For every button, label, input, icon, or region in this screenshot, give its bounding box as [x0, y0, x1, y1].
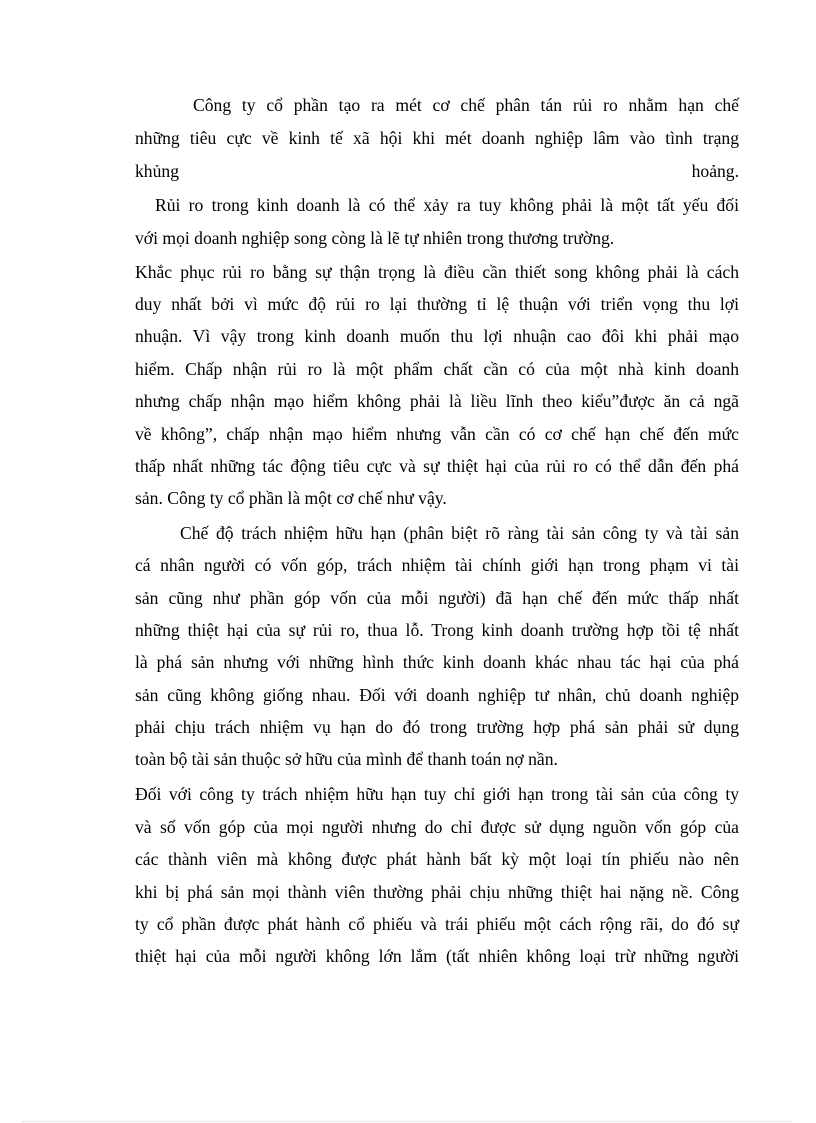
text-line-4: Rủi ro trong kinh doanh là có thể xảy ra tuy không phải là một tất yếu đối — [155, 195, 739, 215]
text-line-18: là phá sản nhưng với những hình thức kinh doanh khác nhau tác hại của phá — [135, 652, 739, 672]
text-line-26: ty cổ phần được phát hành cổ phiếu và trái phiếu một cách rộng rãi, do đó sự — [135, 914, 739, 934]
text-line-8: nhuận. Vì vậy trong kinh doanh muốn thu lợi nhuận cao đôi khi phải mạo — [135, 326, 739, 346]
text-line-15: cá nhân người có vốn góp, trách nhiệm tài chính giới hạn trong phạm vi tài — [135, 555, 739, 575]
text-line-27: thiệt hại của mỗi người không lớn lắm (tất nhiên không loại trừ những người — [135, 946, 739, 966]
text-line-23: và số vốn góp của mọi người nhưng do chỉ được sử dụng nguồn vốn góp của — [135, 817, 739, 837]
text-line-19: sản cũng không giống nhau. Đối với doanh nghiệp tư nhân, chủ doanh nghiệp — [135, 685, 739, 705]
text-line-22: Đối với công ty trách nhiệm hữu hạn tuy chỉ giới hạn trong tài sản của công ty — [135, 784, 739, 804]
text-line-5: với mọi doanh nghiệp song còng là lẽ tự nhiên trong thương trường. — [135, 228, 615, 248]
text-line-17: những thiệt hại của sự rủi ro, thua lỗ. Trong kinh doanh trường hợp tồi tệ nhất — [135, 620, 739, 640]
text-line-6: Khắc phục rủi ro bằng sự thận trọng là điều cần thiết song không phải là cách — [135, 262, 739, 282]
page-bottom-rule — [22, 1121, 794, 1122]
text-line-20: phải chịu trách nhiệm vụ hạn do đó trong trường hợp phá sản phải sử dụng — [135, 717, 739, 737]
text-line-1: Công ty cổ phần tạo ra mét cơ chế phân tán rủi ro nhằm hạn chế — [193, 95, 739, 115]
text-line-12: thấp nhất những tác động tiêu cực và sự thiệt hại của rủi ro có thể dẫn đến phá — [135, 456, 739, 476]
text-line-16: sản cũng như phần góp vốn của mỗi người) đã hạn chế đến mức thấp nhất — [135, 588, 739, 608]
text-line-9: hiểm. Chấp nhận rủi ro là một phẩm chất cần có của một nhà kinh doanh — [135, 359, 739, 379]
text-line-11: về không”, chấp nhận mạo hiểm nhưng vẫn cần có cơ chế hạn chế đến mức — [135, 424, 739, 444]
text-line-13: sản. Công ty cổ phần là một cơ chế như vậy. — [135, 488, 447, 508]
text-line-14: Chế độ trách nhiệm hữu hạn (phân biệt rõ ràng tài sản công ty và tài sản — [180, 523, 739, 543]
text-line-10: nhưng chấp nhận mạo hiểm không phải là liều lĩnh theo kiểu”được ăn cả ngã — [135, 391, 739, 411]
text-line-24: các thành viên mà không được phát hành bất kỳ một loại tín phiếu nào nên — [135, 849, 739, 869]
text-line-3: khủng hoảng. — [135, 161, 739, 181]
text-line-7: duy nhất bởi vì mức độ rủi ro lại thường tỉ lệ thuận với triển vọng thu lợi — [135, 294, 739, 314]
text-line-25: khi bị phá sản mọi thành viên thường phải chịu những thiệt hai nặng nề. Công — [135, 882, 739, 902]
text-line-2: những tiêu cực về kinh tế xã hội khi mét doanh nghiệp lâm vào tình trạng — [135, 128, 739, 148]
text-line-21: toàn bộ tài sản thuộc sở hữu của mình để thanh toán nợ nần. — [135, 749, 558, 769]
